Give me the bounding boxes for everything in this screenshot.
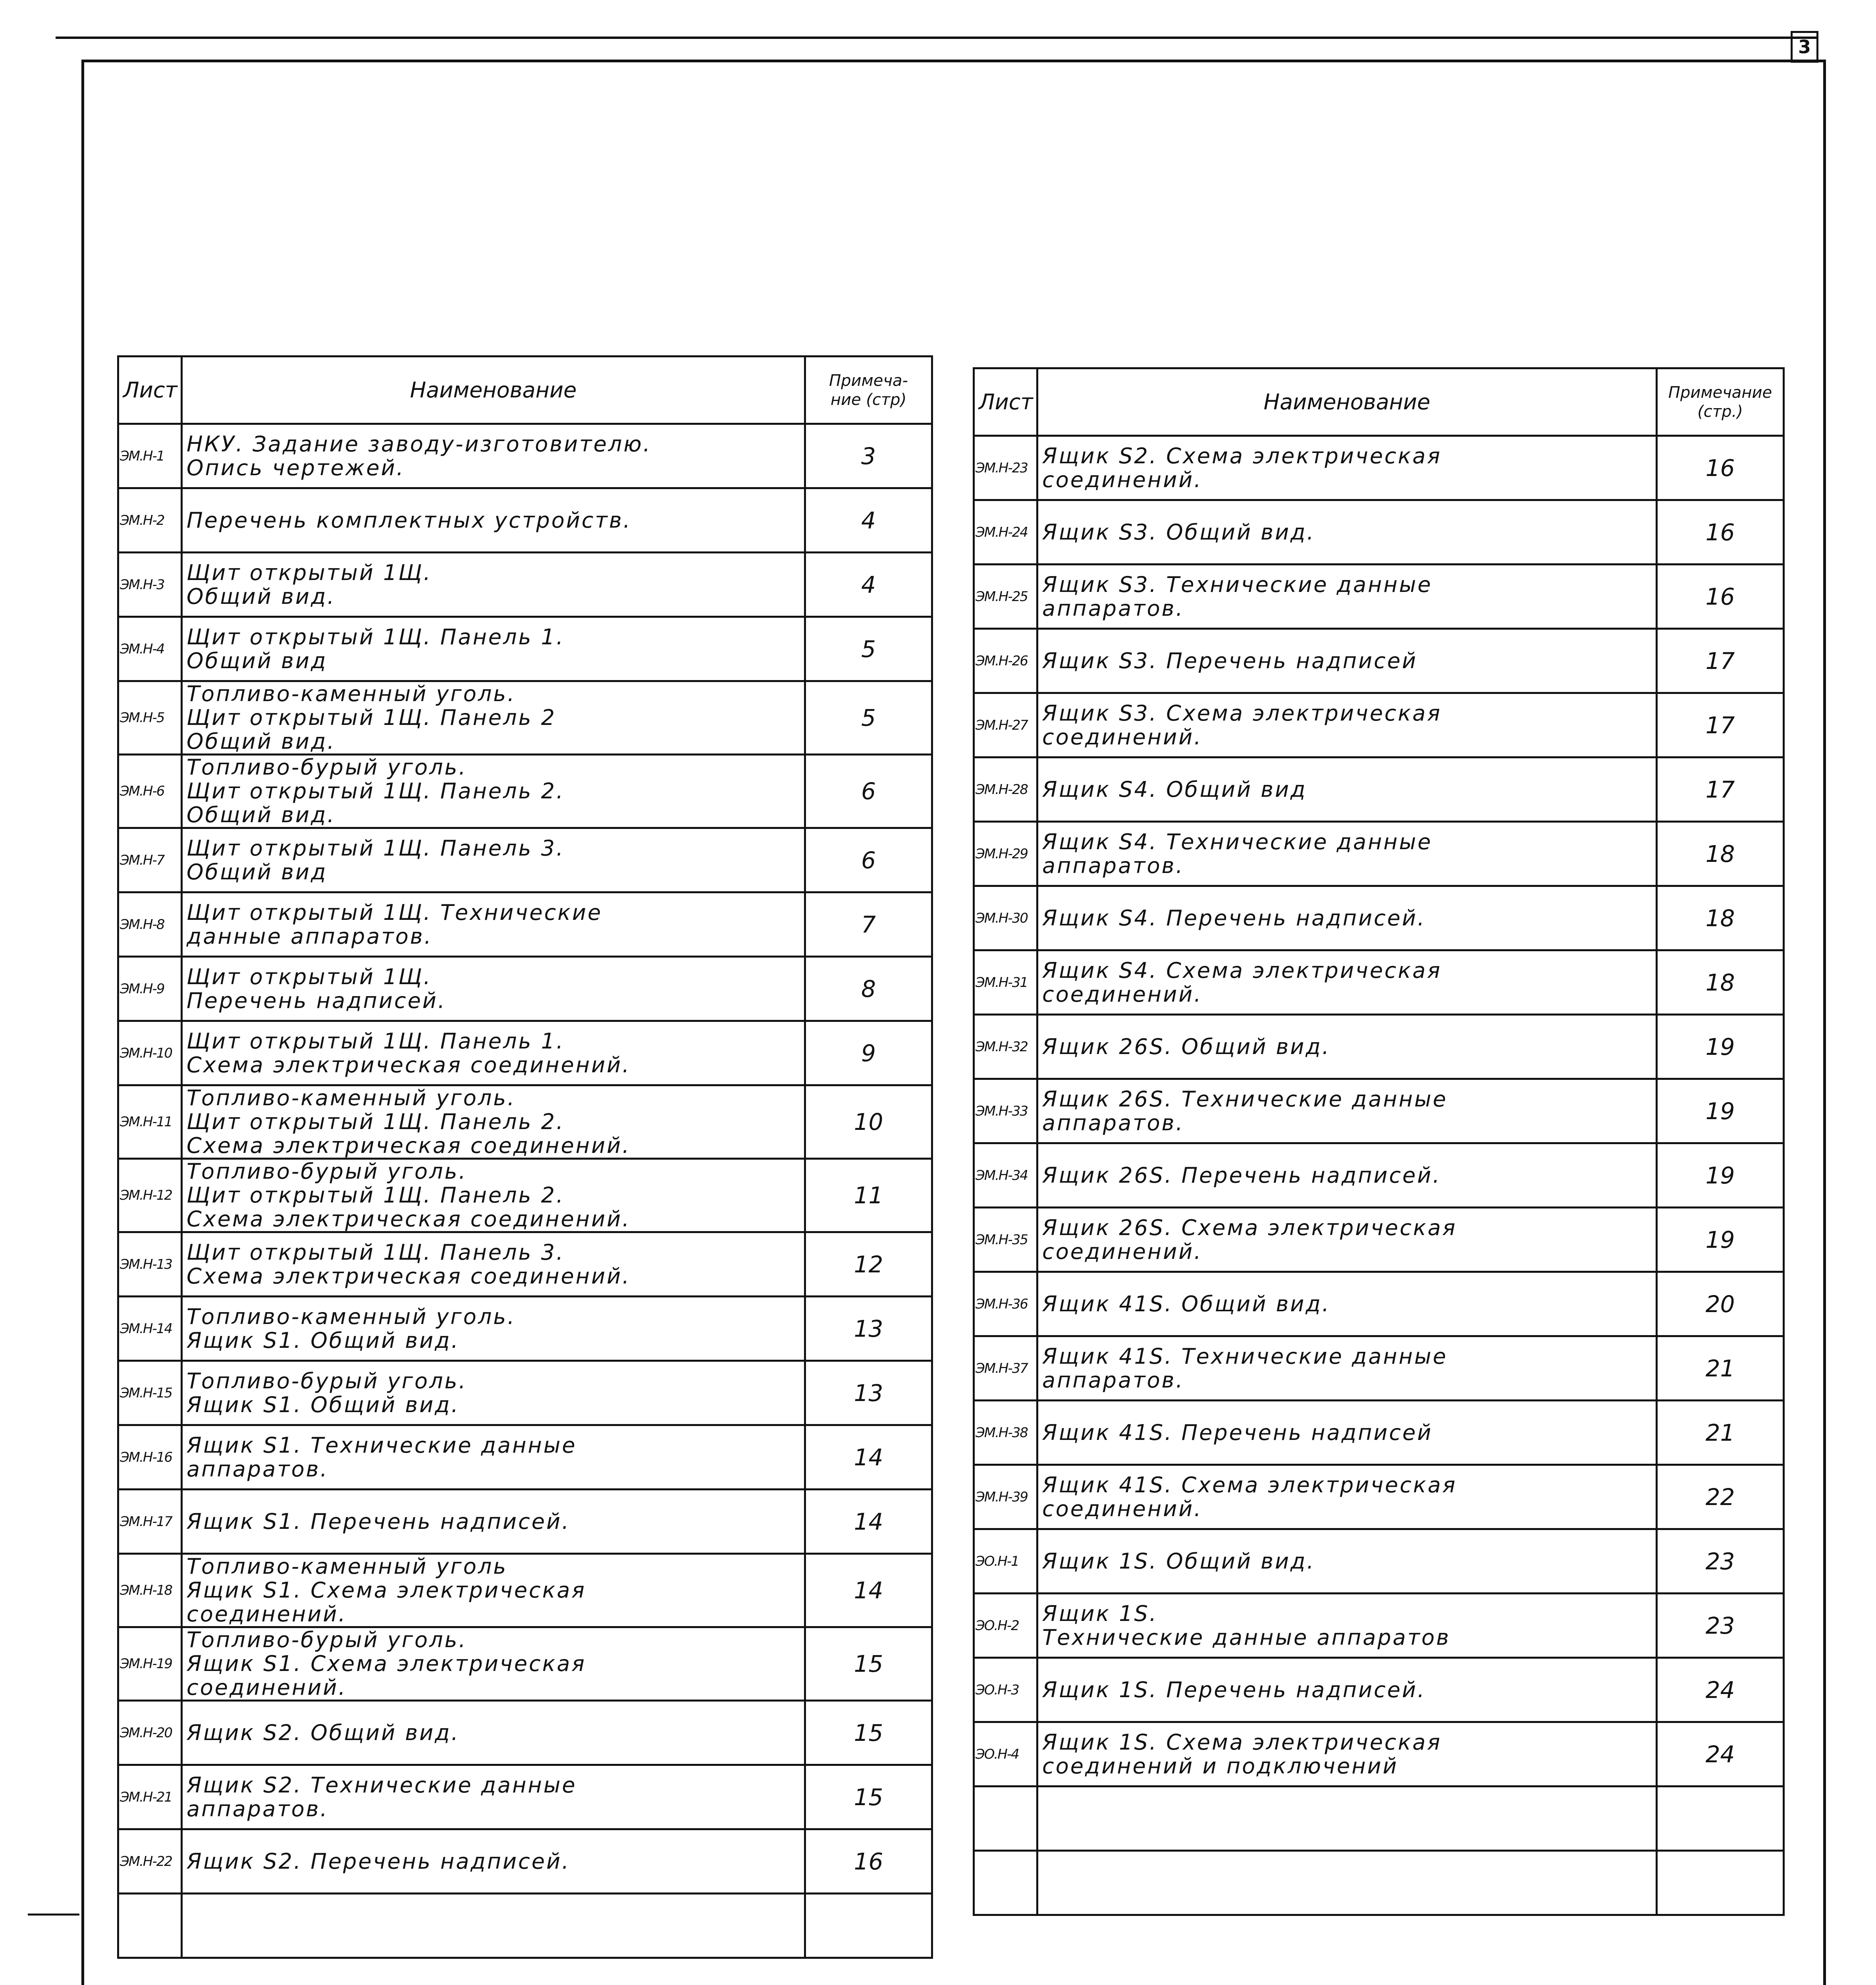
header-name: Наименование xyxy=(1037,368,1657,436)
table-header-row xyxy=(118,357,932,424)
drawing-name-cell: Топливо-бурый уголь. Щит открытый 1Щ. Панель 2. Общий вид. xyxy=(182,755,805,828)
sheet-code-cell: ЭМ.Н-16 xyxy=(118,1425,182,1490)
drawing-name-cell: Щит открытый 1Щ. Панель 1. Схема электрическая соединений. xyxy=(182,1021,805,1085)
drawing-name-cell: Ящик S4. Перечень надписей. xyxy=(1037,886,1657,950)
drawing-name-cell: Ящик S2. Технические данные аппаратов. xyxy=(182,1765,805,1829)
drawing-name-cell: Топливо-бурый уголь. Ящик S1. Схема электрическая соединений. xyxy=(182,1627,805,1701)
drawing-name-cell xyxy=(1037,1851,1657,1915)
table-row xyxy=(118,1627,932,1701)
drawing-name-cell: Ящик S2. Схема электрическая соединений. xyxy=(1037,436,1657,500)
table-row xyxy=(974,1851,1784,1915)
drawing-name-cell: Ящик 1S. Общий вид. xyxy=(1037,1529,1657,1594)
sheet-code-cell: ЭМ.Н-37 xyxy=(974,1336,1037,1401)
sheet-code-cell: ЭМ.Н-39 xyxy=(974,1465,1037,1529)
drawing-name-cell: Ящик S3. Технические данные аппаратов. xyxy=(1037,565,1657,629)
drawings-list-table-right xyxy=(973,367,1785,1916)
table-row xyxy=(118,1765,932,1829)
drawing-name-cell: Ящик 41S. Схема электрическая соединений. xyxy=(1037,1465,1657,1529)
drawing-name-cell: Топливо-бурый уголь. Ящик S1. Общий вид. xyxy=(182,1361,805,1425)
drawing-name-cell: Ящик S3. Перечень надписей xyxy=(1037,629,1657,693)
table-row xyxy=(974,436,1784,500)
table-row xyxy=(118,1554,932,1627)
sheet-code-cell: ЭМ.Н-36 xyxy=(974,1272,1037,1336)
page-note-cell: 19 xyxy=(1657,1079,1784,1143)
page-note-cell: 11 xyxy=(805,1159,932,1232)
page-note-cell: 14 xyxy=(805,1425,932,1490)
page-note-cell: 21 xyxy=(1657,1401,1784,1465)
page-note-cell: 24 xyxy=(1657,1658,1784,1722)
sheet-code-cell: ЭМ.Н-21 xyxy=(118,1765,182,1829)
page-note-cell xyxy=(1657,1851,1784,1915)
drawing-name-cell xyxy=(182,1894,805,1958)
sheet-code-cell: ЭМ.Н-11 xyxy=(118,1085,182,1159)
sheet-code-cell: ЭМ.Н-31 xyxy=(974,950,1037,1015)
page-note-cell: 23 xyxy=(1657,1529,1784,1594)
drawing-name-cell: Ящик 26S. Схема электрическая соединений. xyxy=(1037,1208,1657,1272)
top-border-rule xyxy=(56,37,1818,39)
sheet-code-cell: ЭО.Н-4 xyxy=(974,1722,1037,1786)
sheet-code-cell: ЭМ.Н-33 xyxy=(974,1079,1037,1143)
sheet-code-cell: ЭМ.Н-20 xyxy=(118,1701,182,1765)
table-row xyxy=(974,1336,1784,1401)
drawing-name-cell: Щит открытый 1Щ. Общий вид. xyxy=(182,553,805,617)
drawing-name-cell: Ящик 41S. Технические данные аппаратов. xyxy=(1037,1336,1657,1401)
sheet-code-cell: ЭМ.Н-10 xyxy=(118,1021,182,1085)
table-row xyxy=(974,1401,1784,1465)
drawing-name-cell: Ящик S2. Перечень надписей. xyxy=(182,1829,805,1894)
drawing-name-cell: Щит открытый 1Щ. Панель 3. Схема электрическая соединений. xyxy=(182,1232,805,1297)
page-note-cell xyxy=(805,1894,932,1958)
drawing-name-cell: Ящик S3. Общий вид. xyxy=(1037,500,1657,565)
table-row xyxy=(118,1425,932,1490)
drawing-name-cell: Топливо-бурый уголь. Щит открытый 1Щ. Панель 2. Схема электрическая соединений. xyxy=(182,1159,805,1232)
sheet-code-cell: ЭМ.Н-23 xyxy=(974,436,1037,500)
sheet-code-cell: ЭМ.Н-15 xyxy=(118,1361,182,1425)
sheet-code-cell: ЭМ.Н-9 xyxy=(118,957,182,1021)
page-note-cell: 15 xyxy=(805,1627,932,1701)
margin-tick xyxy=(28,1914,79,1916)
drawing-name-cell: Ящик 41S. Общий вид. xyxy=(1037,1272,1657,1336)
sheet-code-cell: ЭО.Н-3 xyxy=(974,1658,1037,1722)
page-note-cell: 6 xyxy=(805,755,932,828)
page-note-cell: 13 xyxy=(805,1361,932,1425)
page-note-cell: 21 xyxy=(1657,1336,1784,1401)
table-row xyxy=(118,892,932,957)
drawing-name-cell: НКУ. Задание заводу-изготовителю. Опись чертежей. xyxy=(182,424,805,488)
sheet-code-cell xyxy=(118,1894,182,1958)
drawing-name-cell: Ящик 26S. Перечень надписей. xyxy=(1037,1143,1657,1208)
sheet-code-cell: ЭМ.Н-7 xyxy=(118,828,182,892)
page-note-cell: 14 xyxy=(805,1490,932,1554)
table-row xyxy=(974,950,1784,1015)
sheet-code-cell xyxy=(974,1851,1037,1915)
page-note-cell: 15 xyxy=(805,1701,932,1765)
page-note-cell: 16 xyxy=(1657,500,1784,565)
page-note-cell: 5 xyxy=(805,617,932,681)
table-row xyxy=(118,1297,932,1361)
page-note-cell: 5 xyxy=(805,681,932,755)
drawing-name-cell: Ящик S4. Схема электрическая соединений. xyxy=(1037,950,1657,1015)
table-row xyxy=(974,1529,1784,1594)
sheet-code-cell: ЭМ.Н-17 xyxy=(118,1490,182,1554)
page-note-cell: 17 xyxy=(1657,757,1784,822)
drawing-name-cell: Ящик 1S. Технические данные аппаратов xyxy=(1037,1594,1657,1658)
table-row xyxy=(974,1465,1784,1529)
drawing-name-cell: Топливо-каменный уголь Ящик S1. Схема электрическая соединений. xyxy=(182,1554,805,1627)
page-note-cell: 18 xyxy=(1657,950,1784,1015)
sheet-code-cell: ЭМ.Н-13 xyxy=(118,1232,182,1297)
table-row xyxy=(118,957,932,1021)
drawing-name-cell: Перечень комплектных устройств. xyxy=(182,488,805,553)
sheet-code-cell: ЭМ.Н-25 xyxy=(974,565,1037,629)
sheet-code-cell xyxy=(974,1786,1037,1851)
page-note-cell: 19 xyxy=(1657,1143,1784,1208)
table-row xyxy=(974,1272,1784,1336)
sheet-code-cell: ЭМ.Н-28 xyxy=(974,757,1037,822)
sheet-code-cell: ЭМ.Н-14 xyxy=(118,1297,182,1361)
drawing-name-cell: Щит открытый 1Щ. Технические данные аппаратов. xyxy=(182,892,805,957)
table-row xyxy=(118,488,932,553)
table-row xyxy=(118,553,932,617)
page-note-cell: 8 xyxy=(805,957,932,1021)
sheet-code-cell: ЭМ.Н-22 xyxy=(118,1829,182,1894)
page-note-cell: 4 xyxy=(805,488,932,553)
table-row xyxy=(974,886,1784,950)
drawing-name-cell: Ящик S2. Общий вид. xyxy=(182,1701,805,1765)
drawing-name-cell: Ящик S3. Схема электрическая соединений. xyxy=(1037,693,1657,757)
page-note-cell: 23 xyxy=(1657,1594,1784,1658)
drawing-name-cell: Ящик 1S. Схема электрическая соединений и подключений xyxy=(1037,1722,1657,1786)
page-note-cell: 13 xyxy=(805,1297,932,1361)
sheet-code-cell: ЭМ.Н-32 xyxy=(974,1015,1037,1079)
page-note-cell: 24 xyxy=(1657,1722,1784,1786)
sheet-code-cell: ЭМ.Н-30 xyxy=(974,886,1037,950)
sheet-code-cell: ЭО.Н-1 xyxy=(974,1529,1037,1594)
sheet-code-cell: ЭМ.Н-12 xyxy=(118,1159,182,1232)
header-name: Наименование xyxy=(182,357,805,424)
table-header-row xyxy=(974,368,1784,436)
page-note-cell: 18 xyxy=(1657,886,1784,950)
drawing-name-cell: Щит открытый 1Щ. Панель 1. Общий вид xyxy=(182,617,805,681)
sheet-code-cell: ЭМ.Н-29 xyxy=(974,822,1037,886)
table-row xyxy=(118,1232,932,1297)
sheet-code-cell: ЭМ.Н-38 xyxy=(974,1401,1037,1465)
table-row xyxy=(118,1159,932,1232)
header-sheet: Лист xyxy=(118,357,182,424)
drawing-name-cell: Ящик 1S. Перечень надписей. xyxy=(1037,1658,1657,1722)
table-row xyxy=(118,1829,932,1894)
sheet-code-cell: ЭМ.Н-2 xyxy=(118,488,182,553)
table-row xyxy=(974,1079,1784,1143)
table-body xyxy=(118,424,932,1958)
drawing-name-cell: Топливо-каменный уголь. Щит открытый 1Щ. Панель 2. Схема электрическая соединений. xyxy=(182,1085,805,1159)
sheet-code-cell: ЭМ.Н-34 xyxy=(974,1143,1037,1208)
sheet-code-cell: ЭМ.Н-4 xyxy=(118,617,182,681)
drawing-name-cell: Ящик 26S. Технические данные аппаратов. xyxy=(1037,1079,1657,1143)
page-note-cell: 16 xyxy=(1657,436,1784,500)
page-note-cell: 22 xyxy=(1657,1465,1784,1529)
table-row xyxy=(974,822,1784,886)
page-note-cell: 16 xyxy=(805,1829,932,1894)
page-note-cell: 17 xyxy=(1657,693,1784,757)
table-row xyxy=(118,681,932,755)
drawing-name-cell: Щит открытый 1Щ. Перечень надписей. xyxy=(182,957,805,1021)
sheet-code-cell: ЭМ.Н-27 xyxy=(974,693,1037,757)
drawing-name-cell: Топливо-каменный уголь. Ящик S1. Общий вид. xyxy=(182,1297,805,1361)
page-note-cell xyxy=(1657,1786,1784,1851)
table-row xyxy=(974,1594,1784,1658)
table-row xyxy=(118,617,932,681)
table-row xyxy=(974,693,1784,757)
table-row xyxy=(974,1208,1784,1272)
table-row xyxy=(118,424,932,488)
sheet-code-cell: ЭМ.Н-1 xyxy=(118,424,182,488)
page-note-cell: 6 xyxy=(805,828,932,892)
header-note: Примеча- ние (стр) xyxy=(805,357,932,424)
drawing-name-cell: Ящик S1. Перечень надписей. xyxy=(182,1490,805,1554)
table-row xyxy=(118,1361,932,1425)
page-note-cell: 9 xyxy=(805,1021,932,1085)
drawing-name-cell: Ящик S4. Технические данные аппаратов. xyxy=(1037,822,1657,886)
page-note-cell: 19 xyxy=(1657,1015,1784,1079)
sheet-code-cell: ЭМ.Н-18 xyxy=(118,1554,182,1627)
sheet-code-cell: ЭМ.Н-19 xyxy=(118,1627,182,1701)
page-note-cell: 16 xyxy=(1657,565,1784,629)
table-row xyxy=(118,1894,932,1958)
page-number: 3 xyxy=(1791,31,1818,63)
sheet-code-cell: ЭМ.Н-5 xyxy=(118,681,182,755)
table-row xyxy=(974,757,1784,822)
header-sheet: Лист xyxy=(974,368,1037,436)
table-row xyxy=(118,1021,932,1085)
page-note-cell: 10 xyxy=(805,1085,932,1159)
page-note-cell: 4 xyxy=(805,553,932,617)
sheet-code-cell: ЭМ.Н-35 xyxy=(974,1208,1037,1272)
sheet-code-cell: ЭО.Н-2 xyxy=(974,1594,1037,1658)
table-row xyxy=(974,1658,1784,1722)
sheet-code-cell: ЭМ.Н-3 xyxy=(118,553,182,617)
drawing-name-cell: Ящик S4. Общий вид xyxy=(1037,757,1657,822)
sheet-code-cell: ЭМ.Н-8 xyxy=(118,892,182,957)
page-note-cell: 18 xyxy=(1657,822,1784,886)
table-row xyxy=(974,1143,1784,1208)
drawing-name-cell xyxy=(1037,1786,1657,1851)
page-note-cell: 7 xyxy=(805,892,932,957)
sheet-code-cell: ЭМ.Н-26 xyxy=(974,629,1037,693)
table-body xyxy=(974,436,1784,1915)
page-note-cell: 20 xyxy=(1657,1272,1784,1336)
page-note-cell: 3 xyxy=(805,424,932,488)
table-row xyxy=(118,1490,932,1554)
page-note-cell: 17 xyxy=(1657,629,1784,693)
table-row xyxy=(974,565,1784,629)
drawing-name-cell: Щит открытый 1Щ. Панель 3. Общий вид xyxy=(182,828,805,892)
drawing-name-cell: Ящик 41S. Перечень надписей xyxy=(1037,1401,1657,1465)
drawings-list-table-left xyxy=(117,355,933,1959)
table-row xyxy=(974,500,1784,565)
table-row xyxy=(974,629,1784,693)
table-row xyxy=(118,755,932,828)
table-row xyxy=(118,1701,932,1765)
drawing-name-cell: Ящик S1. Технические данные аппаратов. xyxy=(182,1425,805,1490)
page-note-cell: 15 xyxy=(805,1765,932,1829)
drawing-name-cell: Ящик 26S. Общий вид. xyxy=(1037,1015,1657,1079)
page-note-cell: 12 xyxy=(805,1232,932,1297)
page-note-cell: 14 xyxy=(805,1554,932,1627)
table-row xyxy=(118,828,932,892)
table-row xyxy=(974,1786,1784,1851)
sheet-code-cell: ЭМ.Н-24 xyxy=(974,500,1037,565)
table-row xyxy=(974,1015,1784,1079)
drawing-name-cell: Топливо-каменный уголь. Щит открытый 1Щ. Панель 2 Общий вид. xyxy=(182,681,805,755)
page-note-cell: 19 xyxy=(1657,1208,1784,1272)
sheet-code-cell: ЭМ.Н-6 xyxy=(118,755,182,828)
table-row xyxy=(118,1085,932,1159)
table-row xyxy=(974,1722,1784,1786)
header-note: Примечание (стр.) xyxy=(1657,368,1784,436)
